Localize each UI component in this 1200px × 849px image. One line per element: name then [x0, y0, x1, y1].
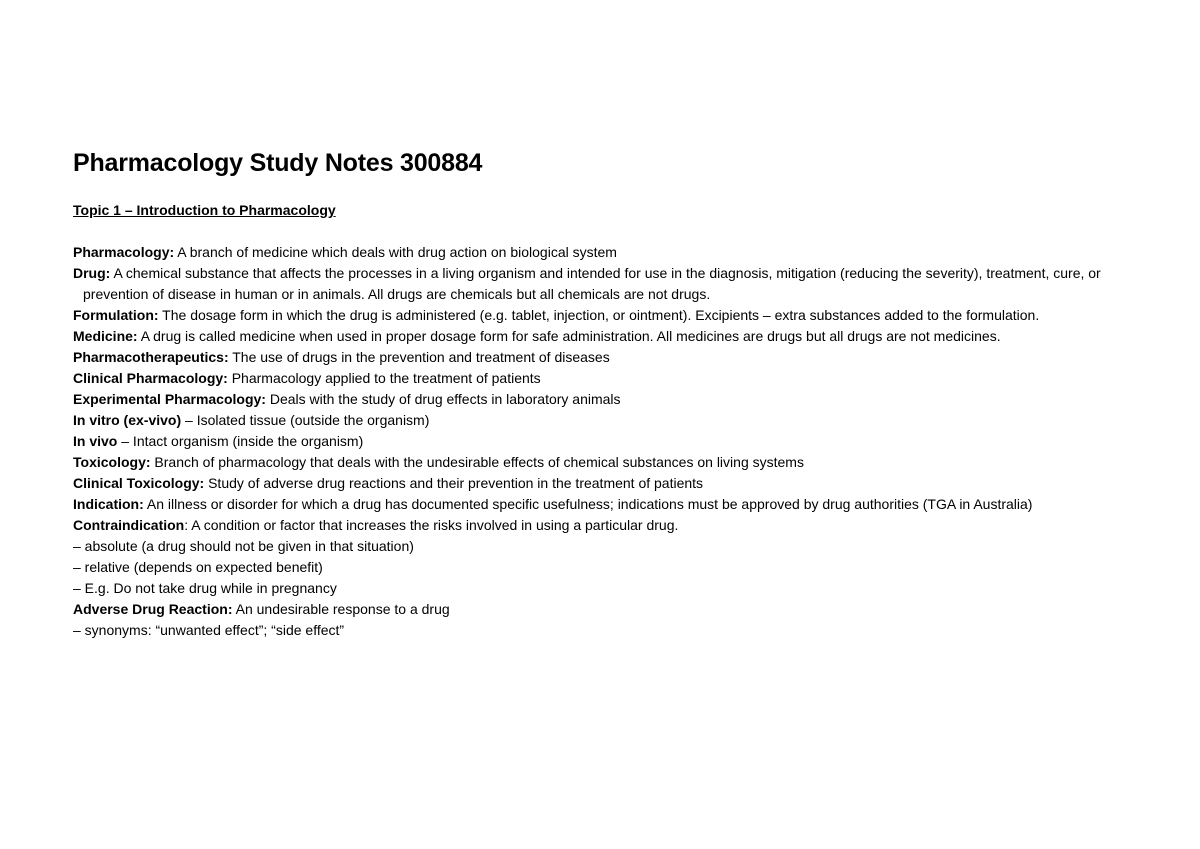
definition-text: A drug is called medicine when used in proper dosage form for safe administration. All medicines are drugs but all drugs are not medicines.: [137, 328, 1001, 344]
definition-entry: [73, 494, 1113, 515]
definition-text: Study of adverse drug reactions and their prevention in the treatment of patients: [204, 475, 704, 491]
definition-entry: [73, 431, 1113, 452]
subitem-text: – relative (depends on expected benefit): [73, 559, 323, 575]
definition-term: Clinical Toxicology:: [73, 475, 205, 491]
definition-entry: [73, 473, 1113, 494]
definition-term: Clinical Pharmacology:: [73, 370, 228, 386]
definition-text: : A condition or factor that increases the risks involved in using a particular drug.: [184, 517, 679, 533]
document-content: [73, 146, 1113, 641]
definition-text: A chemical substance that affects the processes in a living organism and intended for use in the diagnosis, mitigation (reducing the severity), treatment, cure, or prevention of disease in human or in animals. All drugs are chemicals but all chemicals are not drugs.: [83, 265, 1101, 302]
definition-text: – Isolated tissue (outside the organism): [181, 412, 430, 428]
definition-entry: [73, 515, 1113, 536]
definition-term: In vivo: [73, 433, 118, 449]
definition-entry: [73, 389, 1113, 410]
definition-entry: [73, 452, 1113, 473]
definition-term: Contraindication: [73, 517, 185, 533]
definition-term: Adverse Drug Reaction:: [73, 601, 233, 617]
definition-text: An undesirable response to a drug: [232, 601, 450, 617]
definition-text: Pharmacology applied to the treatment of patients: [227, 370, 541, 386]
definition-entry: [73, 326, 1113, 347]
definitions-list: [73, 242, 1113, 641]
definition-entry: [73, 599, 1113, 620]
contraindication-subitem: [73, 578, 1113, 599]
definition-term: Pharmacotherapeutics:: [73, 349, 229, 365]
definition-term: Toxicology:: [73, 454, 151, 470]
definition-text: An illness or disorder for which a drug has documented specific usefulness; indications must be approved by drug authorities (TGA in Australia): [143, 496, 1033, 512]
definition-text: Deals with the study of drug effects in laboratory animals: [265, 391, 621, 407]
subitem-text: – E.g. Do not take drug while in pregnancy: [73, 580, 337, 596]
definition-term: Indication:: [73, 496, 144, 512]
definition-text: – Intact organism (inside the organism): [117, 433, 364, 449]
contraindication-subitem: [73, 536, 1113, 557]
definition-term: In vitro (ex-vivo): [73, 412, 182, 428]
definition-term: Experimental Pharmacology:: [73, 391, 266, 407]
definition-entry: [73, 347, 1113, 368]
definition-text: Branch of pharmacology that deals with the undesirable effects of chemical substances on living systems: [150, 454, 804, 470]
definition-entry: [73, 263, 1113, 305]
definition-text: The dosage form in which the drug is administered (e.g. tablet, injection, or ointment). Excipients – extra substances added to the formulation.: [158, 307, 1040, 323]
subitem-text: – absolute (a drug should not be given in that situation): [73, 538, 414, 554]
contraindication-subitem: [73, 557, 1113, 578]
definition-entry: [73, 410, 1113, 431]
definition-entry: [73, 242, 1113, 263]
definition-term: Drug:: [73, 265, 111, 281]
definition-text: A branch of medicine which deals with drug action on biological system: [174, 244, 617, 260]
definition-text: The use of drugs in the prevention and treatment of diseases: [228, 349, 610, 365]
topic-heading: Topic 1 – Introduction to Pharmacology: [73, 202, 336, 218]
definition-entry: [73, 368, 1113, 389]
adr-subitem: [73, 620, 1113, 641]
definition-term: Formulation:: [73, 307, 159, 323]
subitem-text: – synonyms: “unwanted effect”; “side effect”: [73, 622, 345, 638]
definition-entry: [73, 305, 1113, 326]
definition-term: Medicine:: [73, 328, 138, 344]
definition-term: Pharmacology:: [73, 244, 175, 260]
document-title: Pharmacology Study Notes 300884: [73, 149, 483, 177]
